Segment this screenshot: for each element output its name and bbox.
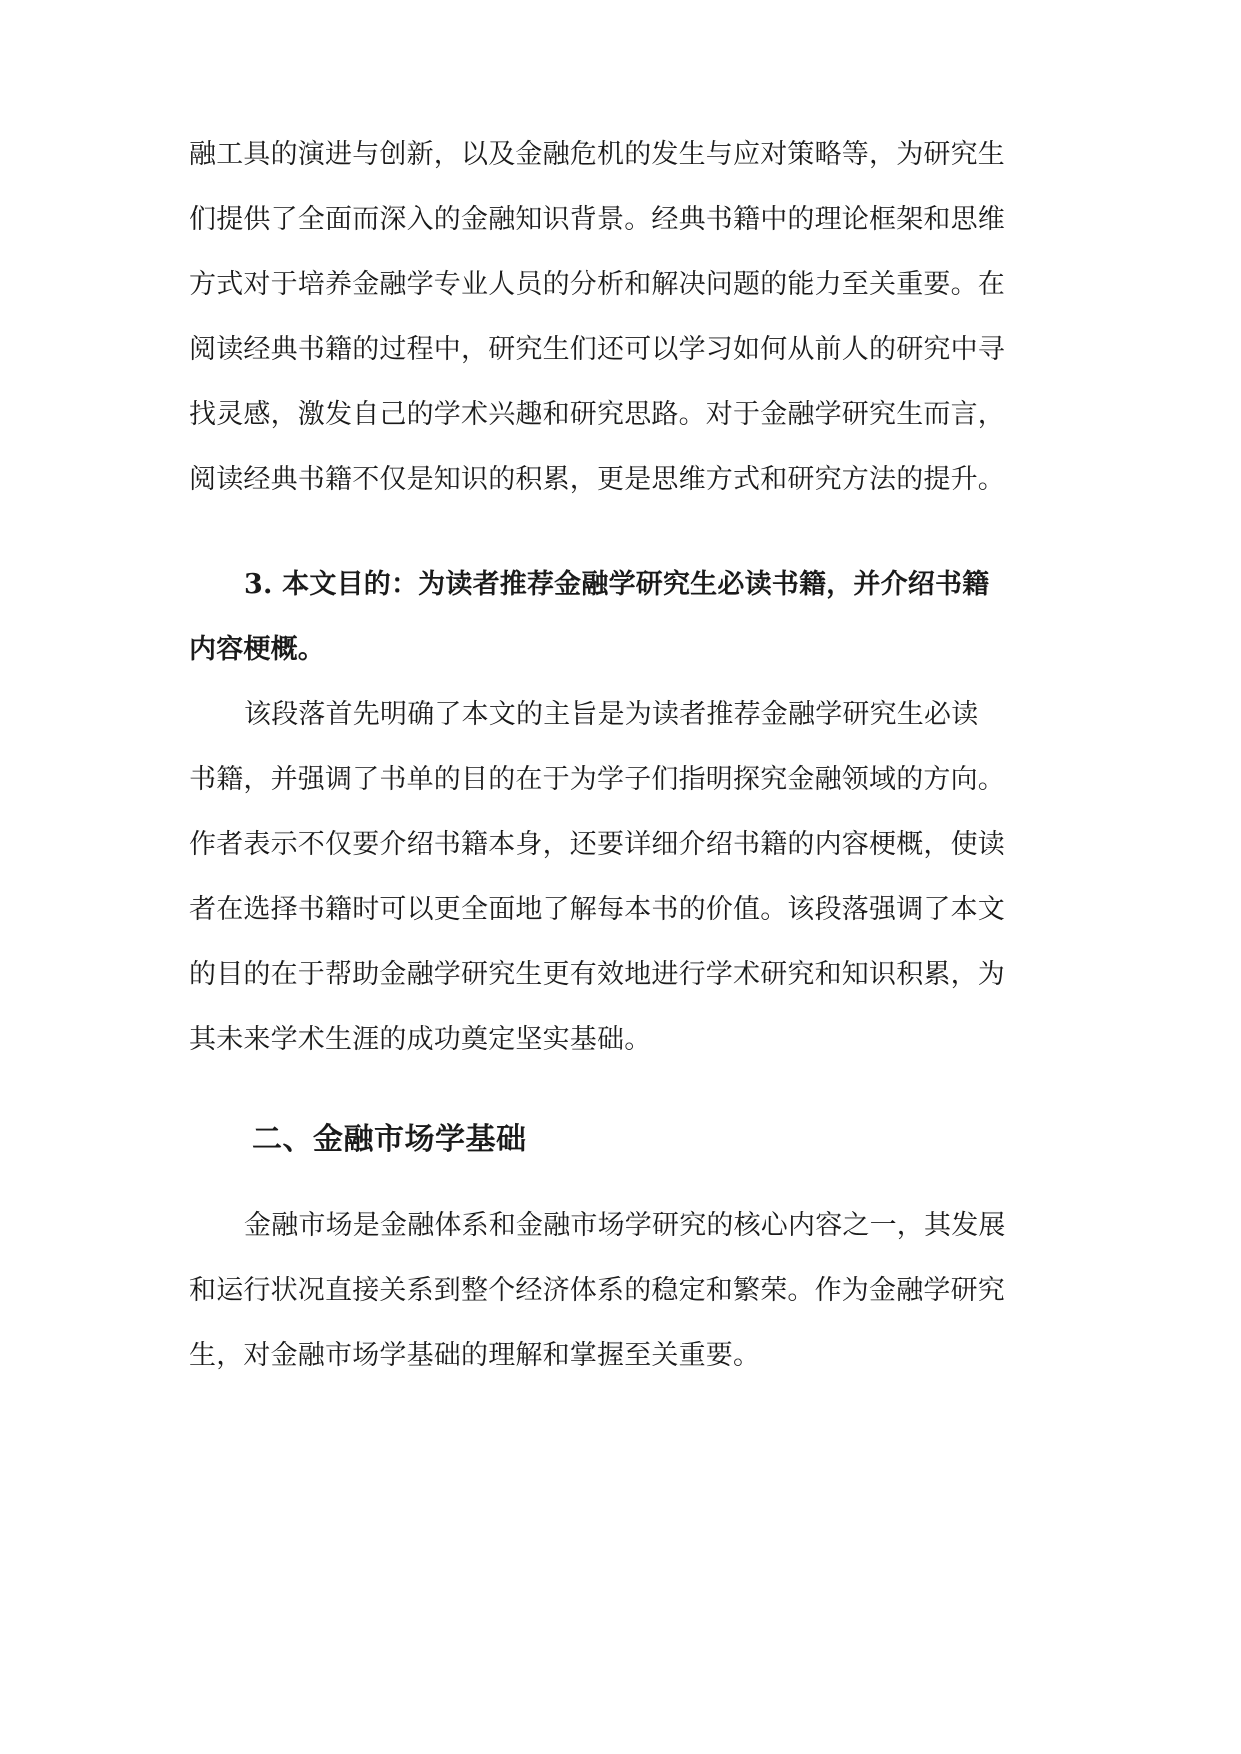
- subheading-line: 内容梗概。: [189, 634, 325, 665]
- paragraph-line: 金融市场是金融体系和金融市场学研究的核心内容之一，其发展: [244, 1210, 1006, 1241]
- paragraph-line: 的目的在于帮助金融学研究生更有效地进行学术研究和知识积累，为: [189, 959, 1005, 990]
- paragraph-line: 方式对于培养金融学专业人员的分析和解决问题的能力至关重要。在: [189, 269, 1005, 300]
- paragraph-line: 书籍，并强调了书单的目的在于为学子们指明探究金融领域的方向。: [189, 764, 1005, 795]
- paragraph-line: 阅读经典书籍不仅是知识的积累，更是思维方式和研究方法的提升。: [189, 464, 1005, 495]
- paragraph-line: 融工具的演进与创新，以及金融危机的发生与应对策略等，为研究生: [189, 139, 1005, 170]
- section-heading: 二、金融市场学基础: [252, 1122, 527, 1157]
- paragraph-line: 找灵感，激发自己的学术兴趣和研究思路。对于金融学研究生而言，: [189, 399, 1005, 430]
- paragraph-line: 生，对金融市场学基础的理解和掌握至关重要。: [189, 1340, 761, 1371]
- paragraph-line: 该段落首先明确了本文的主旨是为读者推荐金融学研究生必读: [244, 699, 979, 730]
- paragraph-line: 阅读经典书籍的过程中，研究生们还可以学习如何从前人的研究中寻: [189, 334, 1005, 365]
- paragraph-line: 者在选择书籍时可以更全面地了解每本书的价值。该段落强调了本文: [189, 894, 1005, 925]
- paragraph-line: 和运行状况直接关系到整个经济体系的稳定和繁荣。作为金融学研究: [189, 1275, 1005, 1306]
- paragraph-line: 们提供了全面而深入的金融知识背景。经典书籍中的理论框架和思维: [189, 204, 1005, 235]
- subheading-line: 3. 本文目的：为读者推荐金融学研究生必读书籍，并介绍书籍: [244, 569, 990, 600]
- paragraph-line: 其未来学术生涯的成功奠定坚实基础。: [189, 1024, 652, 1055]
- paragraph-line: 作者表示不仅要介绍书籍本身，还要详细介绍书籍的内容梗概，使读: [189, 829, 1005, 860]
